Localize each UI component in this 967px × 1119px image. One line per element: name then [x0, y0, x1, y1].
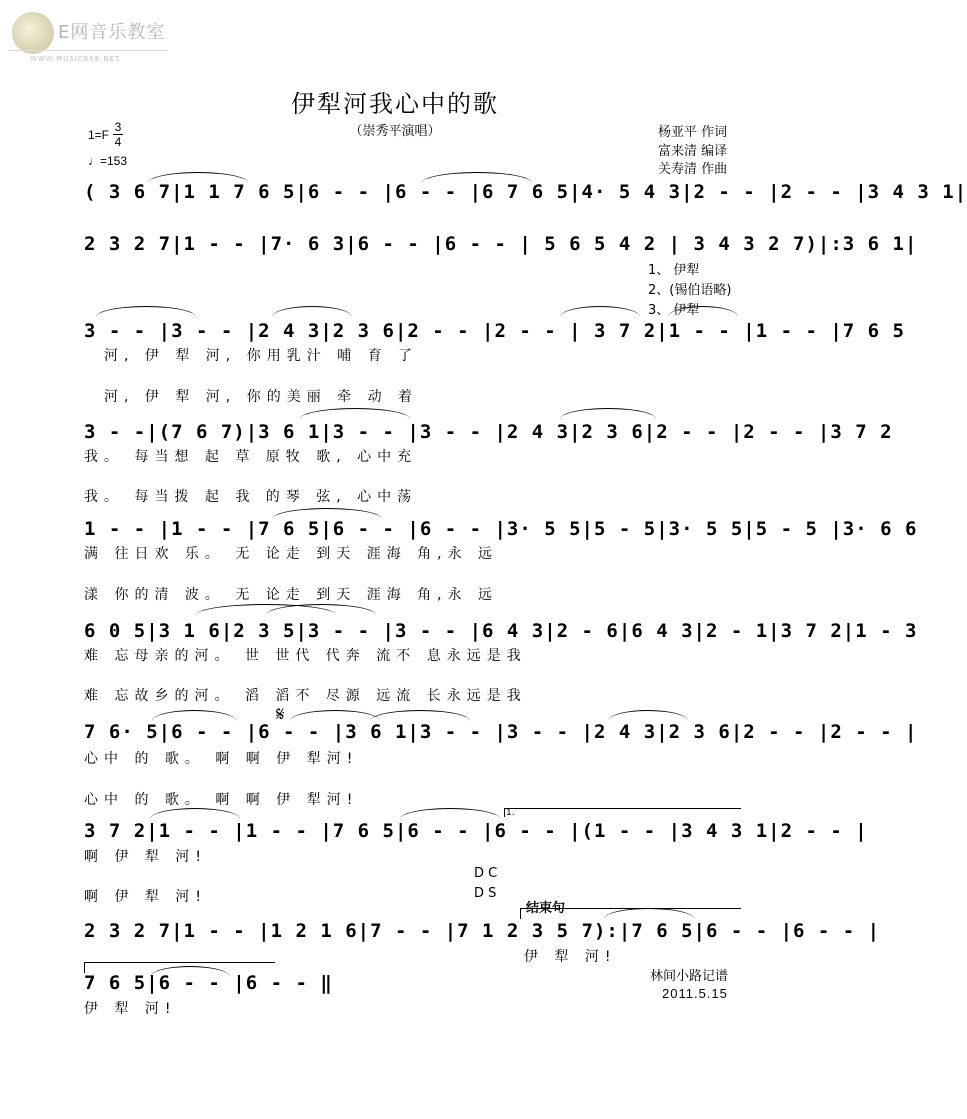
slur: [608, 710, 688, 721]
time-signature: [113, 120, 123, 149]
slur: [370, 710, 470, 721]
ending-label: 结束句: [526, 901, 566, 916]
notation-row-2: 2 3 2 7|1 - - |7· 6 3|6 - - |6 - - | 5 6 5 4 2 | 3 4 3 2 7)|:3 6 1|: [84, 233, 918, 255]
logo-emblem: [12, 12, 54, 54]
notation-row-8: 3 7 2|1 - - |1 - - |7 6 5|6 - - |6 - - |(1 - - |3 4 3 1|2 - - |: [84, 820, 868, 842]
lyric-row-6-verse-1: 难 忘母亲的河。 世 世代 代奔 流不 息永远是我: [84, 648, 527, 664]
logo-url: WWW.MUSIC888.NET: [30, 55, 121, 63]
meter-top: 3: [114, 120, 122, 134]
translator-credit: 富来清 编译: [658, 144, 728, 159]
notation-row-4: 3 - -|(7 6 7)|3 6 1|3 - - |3 - - |2 4 3|2 3 6|2 - - |2 - - |3 7 2: [84, 421, 893, 443]
slur: [272, 306, 352, 317]
notation-row-6: 6 0 5|3 1 6|2 3 5|3 - - |3 - - |6 4 3|2 - 6|6 4 3|2 - 1|3 7 2|1 - 3: [84, 620, 918, 642]
notation-row-10: 7 6 5|6 - - |6 - - ‖: [84, 972, 333, 994]
lyric-row-8-verse-3: 啊 伊 犁 河!: [84, 889, 207, 905]
notation-row-1: ( 3 6 7|1 1 7 6 5|6 - - |6 - - |6 7 6 5|4· 5 4 3|2 - - |2 - - |3 4 3 1|: [84, 181, 967, 203]
da-capo-marking: D C: [474, 866, 498, 881]
transcriber-credit: 林间小路记谱: [650, 969, 729, 984]
slur: [560, 408, 656, 419]
lyric-row-8-verse-1: 啊 伊 犁 河!: [84, 849, 207, 865]
slur: [300, 408, 410, 419]
tempo-marking: ♩=153: [88, 154, 128, 168]
verse-marker-2: 2、(锡伯语略): [648, 283, 732, 298]
logo-text: E网音乐教室: [58, 22, 166, 43]
lyric-row-5-verse-1: 满 往日欢 乐。 无 论走 到天 涯海 角,永 远: [84, 546, 499, 562]
first-ending-bracket: [504, 808, 741, 817]
notation-row-9: 2 3 2 7|1 - - |1 2 1 6|7 - - |7 1 2 3 5 7):|7 6 5|6 - - |6 - - |: [84, 920, 881, 942]
transcription-date: 2011.5.15: [662, 986, 728, 1001]
slur: [290, 710, 380, 721]
lyric-row-10: 伊 犁 河!: [84, 1001, 177, 1017]
lyric-row-4-verse-3: 我。 每当拨 起 我 的琴 弦, 心中荡: [84, 489, 418, 505]
site-logo: [8, 10, 178, 70]
key-signature: 1=F: [88, 128, 110, 142]
segno-icon: 𝄋: [276, 702, 285, 726]
notation-row-5: 1 - - |1 - - |7 6 5|6 - - |6 - - |3· 5 5|5 - 5|3· 5 5|5 - 5 |3· 6 6: [84, 518, 918, 540]
notation-row-7: 7 6· 5|6 - - |6 - - |3 6 1|3 - - |3 - - |2 4 3|2 3 6|2 - - |2 - - |: [84, 721, 918, 743]
slur: [400, 808, 500, 819]
lyric-row-7-verse-3: 心中 的 歌。 啊 啊 伊 犁河!: [84, 792, 359, 808]
lyric-row-7-verse-1: 心中 的 歌。 啊 啊 伊 犁河!: [84, 751, 359, 767]
lyric-row-4-verse-1: 我。 每当想 起 草 原牧 歌, 心中充: [84, 449, 418, 465]
score-subtitle: （崇秀平演唱）: [349, 124, 441, 139]
slur: [560, 306, 640, 317]
lyric-row-3-verse-1: 河, 伊 犁 河, 你用乳汁 哺 育 了: [104, 348, 419, 364]
dal-segno-marking: D S: [474, 886, 497, 901]
verse-marker-1: 1、 伊犁: [648, 263, 700, 278]
lyric-row-3-verse-3: 河, 伊 犁 河, 你的美丽 牵 动 着: [104, 389, 419, 405]
first-ending-label: 1.: [506, 808, 515, 818]
slur: [150, 808, 240, 819]
composer-credit: 关寿清 作曲: [658, 162, 728, 177]
verse-marker-3: 3、 伊犁: [648, 303, 700, 318]
logo-underline: [8, 50, 168, 51]
lyric-row-6-verse-3: 难 忘故乡的河。 滔 滔不 尽源 远流 长永远是我: [84, 688, 527, 704]
lyricist-credit: 杨亚平 作词: [658, 125, 728, 140]
meter-bottom: 4: [114, 135, 122, 149]
lyric-row-5-verse-3: 漾 你的清 波。 无 论走 到天 涯海 角,永 远: [84, 587, 499, 603]
slur: [96, 306, 196, 317]
score-title: 伊犁河我心中的歌: [291, 90, 499, 118]
notation-row-3: 3 - - |3 - - |2 4 3|2 3 6|2 - - |2 - - | 3 7 2|1 - - |1 - - |7 6 5: [84, 320, 905, 342]
lyric-row-9: 伊 犁 河!: [524, 949, 617, 965]
slur: [152, 710, 236, 721]
